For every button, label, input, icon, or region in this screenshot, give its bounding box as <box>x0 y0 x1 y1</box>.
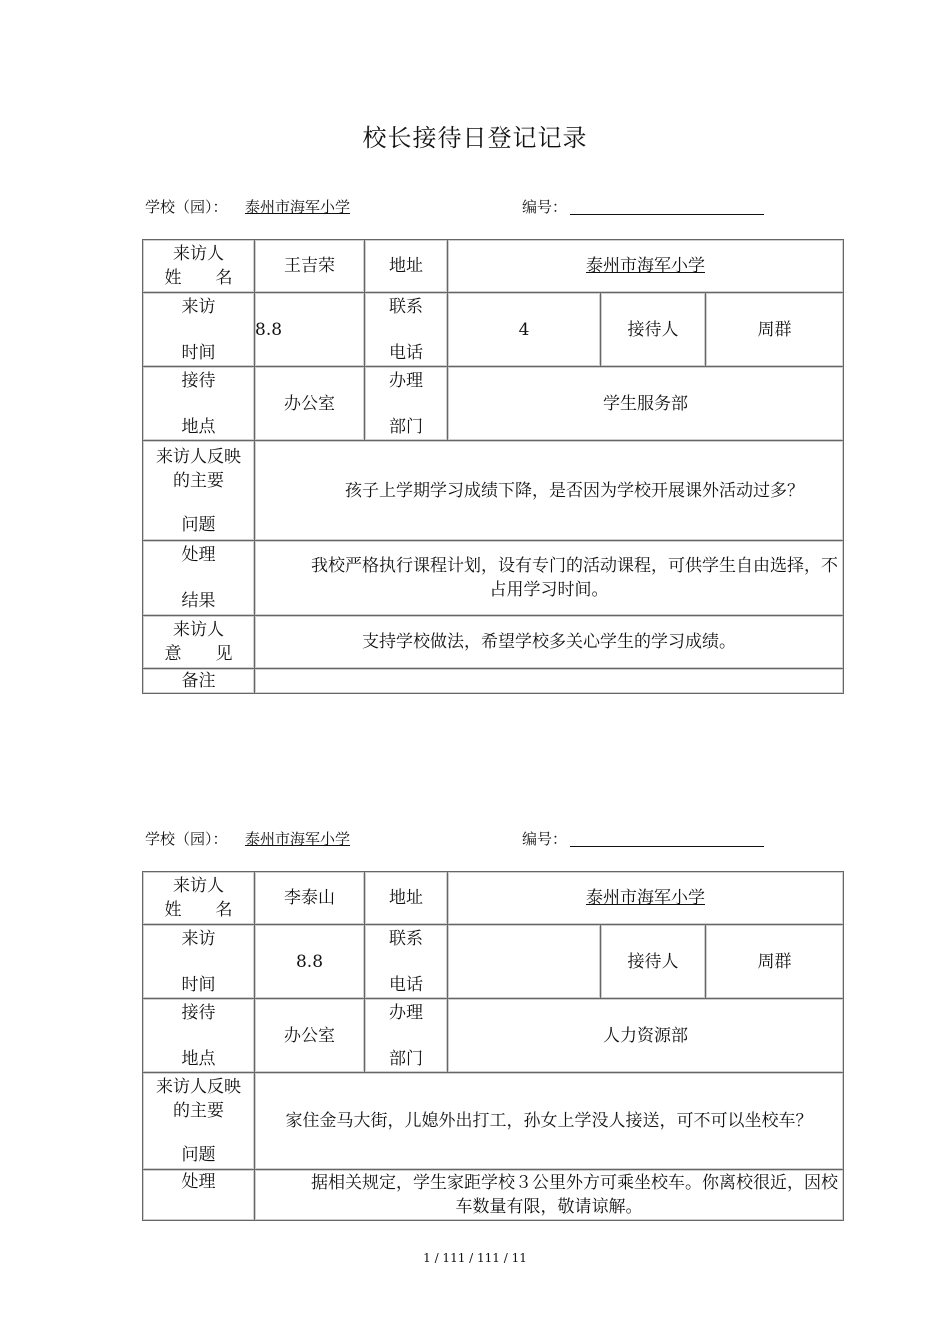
table-row <box>143 872 844 925</box>
issue-label <box>143 441 255 541</box>
school-label: 学校（园）： <box>145 198 228 216</box>
receiver-value: 周群 <box>706 925 844 999</box>
department-label <box>365 367 448 441</box>
label-line: 来访 <box>181 296 216 317</box>
table-row <box>143 999 844 1073</box>
issue-value: 家住金马大街，儿媳外出打工，孙女上学没人接送，可不可以坐校车？ <box>255 1073 844 1170</box>
address-text: 泰州市海军小学 <box>586 256 705 276</box>
label-line: 姓 名 <box>164 268 233 288</box>
label-line: 地点 <box>181 1048 216 1069</box>
remark-value <box>255 669 844 694</box>
table-row <box>143 240 844 293</box>
phone-label <box>365 293 448 367</box>
department-value: 学生服务部 <box>448 367 844 441</box>
phone-label <box>365 925 448 999</box>
school-label: 学校（园）： <box>145 830 228 848</box>
page-footer: 1 / 111 / 111 / 11 <box>423 1251 527 1265</box>
visit-time-label <box>143 925 255 999</box>
record-1-table <box>142 239 844 694</box>
label-line: 时间 <box>181 342 216 363</box>
record-2-meta <box>145 828 845 850</box>
label-line: 联系 <box>389 928 423 949</box>
school-name: 泰州市海军小学 <box>245 830 351 848</box>
table-row <box>143 616 844 669</box>
result-value: 据相关规定，学生家距学校３公里外方可乘坐校车。你离校很近，因校车数量有限，敬请谅解。 <box>255 1170 844 1221</box>
label-line: 姓 名 <box>164 900 233 920</box>
opinion-label <box>143 616 255 669</box>
label-line: 意 见 <box>164 644 233 664</box>
label-line: 办理 <box>389 1002 423 1023</box>
label-line: 时间 <box>181 974 216 995</box>
label-line: 来访 <box>181 928 216 949</box>
phone-value: 4 <box>448 293 601 367</box>
label-line: 问题 <box>181 1145 216 1165</box>
label-line: 电话 <box>389 342 423 363</box>
visitor-name-label <box>143 872 255 925</box>
table-row <box>143 925 844 999</box>
opinion-value: 支持学校做法，希望学校多关心学生的学习成绩。 <box>255 616 844 669</box>
label-line: 来访人 <box>173 244 224 264</box>
label-line: 部门 <box>389 416 423 437</box>
code-label: 编号： <box>522 830 568 848</box>
label-line: 处理 <box>181 545 216 565</box>
receiver-label: 接待人 <box>601 293 706 367</box>
table-row <box>143 541 844 616</box>
result-label <box>143 541 255 616</box>
label-line: 问题 <box>181 514 216 535</box>
visitor-name-value: 李泰山 <box>255 872 365 925</box>
table-row <box>143 367 844 441</box>
table-row <box>143 1073 844 1170</box>
table-row <box>143 669 844 694</box>
label-line: 接待 <box>181 370 216 391</box>
code-blank-line <box>570 214 764 215</box>
place-label <box>143 367 255 441</box>
visit-time-label <box>143 293 255 367</box>
address-label: 地址 <box>365 872 448 925</box>
remark-label: 备注 <box>143 669 255 694</box>
label-line: 结果 <box>181 591 216 611</box>
label-line: 办理 <box>389 370 423 391</box>
result-value: 我校严格执行课程计划，设有专门的活动课程，可供学生自由选择，不占用学习时间。 <box>255 541 844 616</box>
visitor-name-value: 王吉荣 <box>255 240 365 293</box>
label-line: 电话 <box>389 974 423 995</box>
address-value <box>448 240 844 293</box>
page-title: 校长接待日登记记录 <box>362 124 588 152</box>
place-value: 办公室 <box>255 367 365 441</box>
department-label <box>365 999 448 1073</box>
label-line: 来访人 <box>173 620 224 640</box>
place-value: 办公室 <box>255 999 365 1073</box>
address-value <box>448 872 844 925</box>
visit-time-value: 8.8 <box>255 925 365 999</box>
record-1-meta <box>145 196 845 218</box>
label-line: 的主要 <box>173 1101 224 1121</box>
code-label: 编号： <box>522 198 568 216</box>
address-text: 泰州市海军小学 <box>586 888 705 908</box>
label-line: 的主要 <box>173 470 224 491</box>
issue-label <box>143 1073 255 1170</box>
label-line: 部门 <box>389 1048 423 1069</box>
table-row <box>143 441 844 541</box>
place-label <box>143 999 255 1073</box>
label-line: 来访人 <box>173 876 224 896</box>
result-label: 处理 <box>143 1170 255 1221</box>
issue-value: 孩子上学期学习成绩下降，是否因为学校开展课外活动过多？ <box>255 441 844 541</box>
label-line: 来访人反映 <box>156 1077 241 1097</box>
table-row <box>143 1170 844 1221</box>
school-name: 泰州市海军小学 <box>245 198 351 216</box>
label-line: 接待 <box>181 1002 216 1023</box>
label-line: 地点 <box>181 416 216 437</box>
label-line: 联系 <box>389 296 423 317</box>
receiver-label: 接待人 <box>601 925 706 999</box>
label-line: 来访人反映 <box>156 446 241 467</box>
address-label: 地址 <box>365 240 448 293</box>
visitor-name-label <box>143 240 255 293</box>
visit-time-value: 8.8 <box>255 293 365 367</box>
phone-value <box>448 925 601 999</box>
receiver-value: 周群 <box>706 293 844 367</box>
table-row <box>143 293 844 367</box>
code-blank-line <box>570 846 764 847</box>
record-2-table <box>142 871 844 1221</box>
department-value: 人力资源部 <box>448 999 844 1073</box>
